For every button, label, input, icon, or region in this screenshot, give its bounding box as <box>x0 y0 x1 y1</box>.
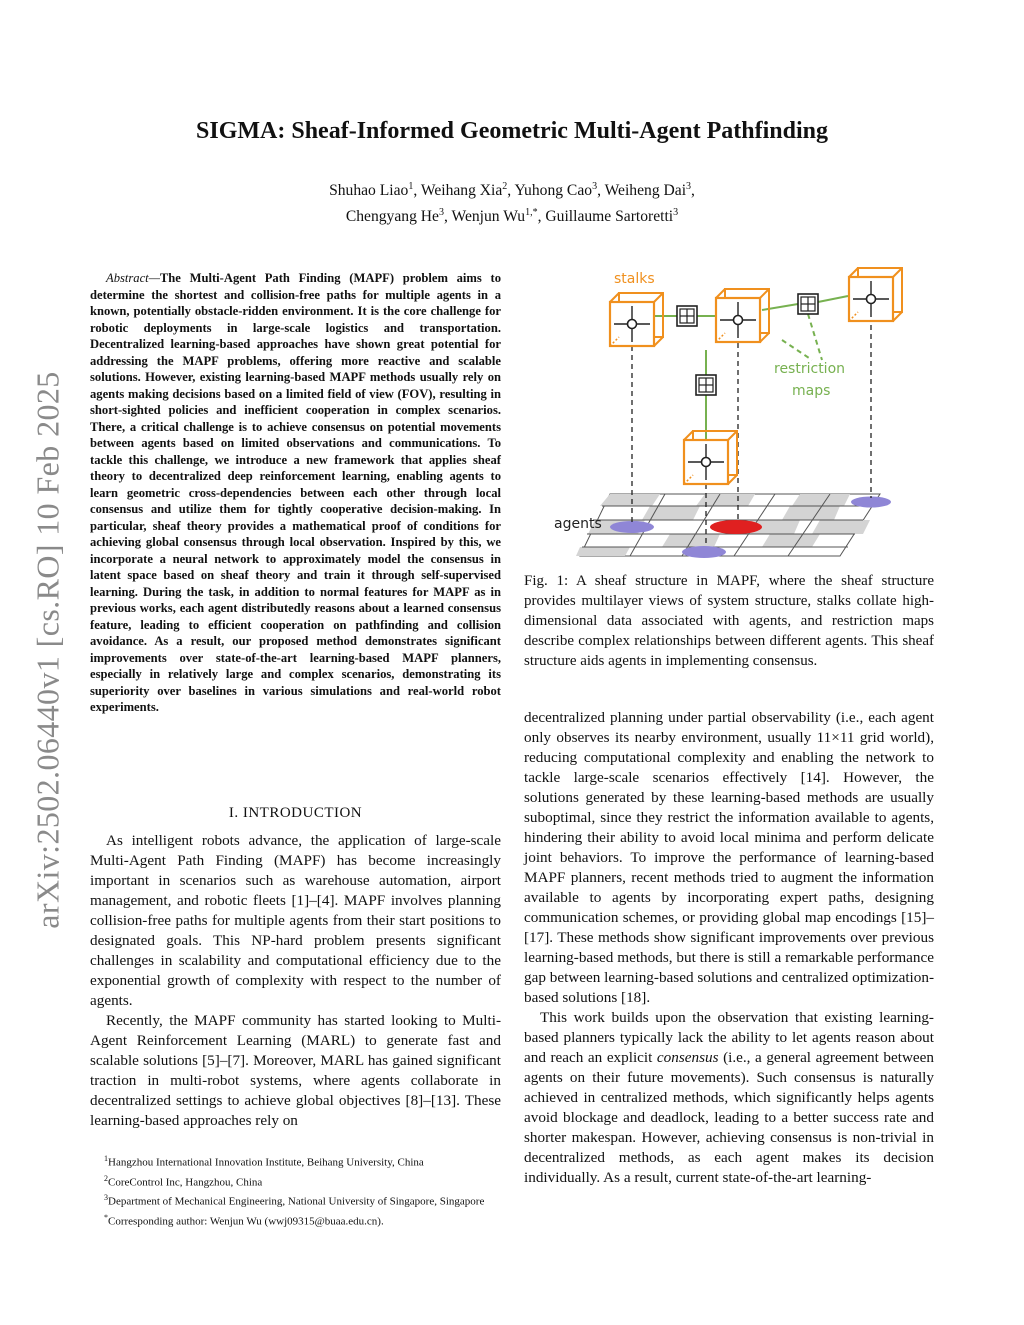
stalk-cube-icon <box>684 431 737 484</box>
emphasis: consensus <box>656 1049 719 1066</box>
paper-title: SIGMA: Sheaf-Informed Geometric Multi-Agent Pathfinding <box>196 118 828 144</box>
agent-marker <box>851 497 891 508</box>
author: Wenjun $Wu^{1,*}$ <box>451 207 538 226</box>
author: Chengyang He$^3$ <box>345 207 444 226</box>
agent-marker-highlight <box>710 520 762 534</box>
author: Shuhao Liao$^1$ <box>329 181 414 200</box>
abstract-text: The Multi-Agent Path Finding (MAPF) problem aims to determine the shortest and collision-free paths for multiple agents in a known, potentially obstacle-ridden environment. It is the core challenge for robotic deployments in large-scale logistics and transportation. Decentralized learning-based approaches have shown great potential for addressing the MAPF problems, offering more reactive and scalable solutions. However, existing learning-based MAPF methods usually rely on agents making decisions based on a limited field of view (FOV), resulting in short-sighted policies and inefficient cooperation in complex scenarios. There, a critical challenge is to achieve consensus on potential movements between agents based on limited observations and communications. To tackle this challenge, we introduce a new framework that applies sheaf theory to decentralized deep reinforcement learning, enabling agents to learn geometric cross-dependencies between each other through local consensus and utilize them for tightly cooperative decision-making. In particular, sheaf theory provides a mathematical proof of conditions for achieving global consensus through local observation. Inspired by this, we incorporate a neural network to approximately model the consensus in latent space based on sheaf theory and train it through self-supervised learning. During the task, in addition to normal features for MAPF as in previous works, each agent distributedly reasons about a learned consensus feature, leading to efficient cooperation on pathfinding and collision avoidance. As a result, our proposed method demonstrates significant improvements over state-of-the-art learning-based MAPF planners, especially in relatively large and complex scenarios, demonstrating its superiority over baselines in various simulations and real-world robot experiments. <box>90 271 501 714</box>
sheaf-figure <box>550 262 910 572</box>
restriction-map-icon <box>696 375 716 395</box>
grid-floor <box>576 494 891 558</box>
restriction-map-icon <box>677 306 697 326</box>
paragraph: Recently, the MAPF community has started looking to Multi-Agent Reinforcement Learning (MARL) to generate fast and scalable solutions [5]–[7]. Moreover, MARL has gained significant traction in multi-robot systems, where agents collaborate in decentralized settings to achieve global objectives [8]–[13]. These learning-based approaches rely on <box>90 1012 501 1129</box>
agent-marker <box>682 546 726 558</box>
stalk-cube-icon <box>610 293 663 346</box>
paragraph: As intelligent robots advance, the application of large-scale Multi-Agent Path Finding (MAPF) has become increasingly important in scenarios such as warehouse automation, airport management, and robotic fleets [1]–[4]. MAPF involves planning collision-free paths for multiple agents from their start positions to designated goals. This NP-hard problem presents significant challenges in scalability and computational efficiency due to the exponential growth of complexity with respect to the number of agents. <box>90 832 501 1009</box>
figure-label-agents: agents <box>554 516 602 532</box>
figure-label-maps: maps <box>792 383 831 399</box>
author-list: Shuhao Liao$^1$, Weihang Xia$^2$, Yuhong Cao$^3$, Weiheng Dai$^3$, Chengyang He$^3$, Wenjun $Wu^{1,*}$, Guillaume Sartoretti$^3$ <box>329 181 695 226</box>
figure-label-restriction: restriction <box>774 361 846 377</box>
paragraph: This work builds upon the observation that existing learning-based planners typically lack the ability to let agents reason about and reach an explicit consensus (i.e., a general agreement between agents on their future movements). Such consensus is naturally achieved in centralized methods, which significantly helps agents avoid blockage and deadlock, leading to a better success rate and shorter makespan. However, achieving consensus is non-trivial in decentralized methods, as each agent makes its decision individually. As a result, current state-of-the-art learning- <box>524 1009 934 1186</box>
arxiv-identifier-text: arXiv:2502.06440v1 [cs.RO] 10 Feb 2025 <box>29 371 66 929</box>
figure-caption: Fig. 1: A sheaf structure in MAPF, where the sheaf structure provides multilayer views of system structure, stalks collate high-dimensional data associated with agents, and restriction maps describe complex relationships between different agents. This sheaf structure aids agents in implementing consensus. <box>524 573 934 669</box>
sheaf-diagram <box>550 262 910 572</box>
arxiv-identifier <box>28 350 68 950</box>
figure-label-stalks: stalks <box>614 271 655 287</box>
stalk-cube-icon <box>716 289 769 342</box>
stalk-cube-icon <box>849 268 902 321</box>
author: Guillaume Sartoretti$^3$ <box>545 207 679 226</box>
right-column-body <box>524 708 934 1188</box>
footnote: $^3$Department of Mechanical Engineering, National University of Singapore, Singapore <box>104 1193 485 1208</box>
footnotes <box>90 1151 501 1230</box>
footnote: $^2$CoreControl Inc, Hangzhou, China <box>104 1173 263 1189</box>
agent-marker <box>610 521 654 533</box>
paragraph: decentralized planning under partial observability (i.e., each agent only observes its nearby environment, usually 11×11 grid world), reducing computational complexity and enabling the network to tackle large-scale scenarios effectively [14]. However, the solutions generated by these learning-based methods are usually suboptimal, since they restrict the information available to agents, hindering their ability to avoid local minima and perform delicate joint behaviors. To improve the performance of learning-based MAPF planners, recent methods tried to augment the information available to agents by incorporating expert paths, designing communication schemes, or providing global map encodings [15]–[17]. These methods show significant improvements over previous learning-based methods, but there is still a remarkable performance gap between learning-based solutions and centralized optimization-based solutions [18]. <box>524 709 934 1006</box>
footnote: $^1$Hangzhou International Innovation Institute, Beihang University, China <box>104 1154 424 1169</box>
author: Weihang Xia$^2$ <box>420 181 508 200</box>
author: Yuhong Cao$^3$ <box>514 181 598 200</box>
section-heading: I. INTRODUCTION <box>228 805 363 821</box>
abstract <box>90 270 501 716</box>
author: Weiheng Dai$^3$ <box>604 181 692 200</box>
restriction-map-icon <box>798 294 818 314</box>
abstract-label: Abstract— <box>106 271 160 285</box>
footnote: *Corresponding author: Wenjun Wu (wwj09315@buaa.edu.cn). <box>104 1212 384 1228</box>
introduction-body <box>90 831 501 1131</box>
